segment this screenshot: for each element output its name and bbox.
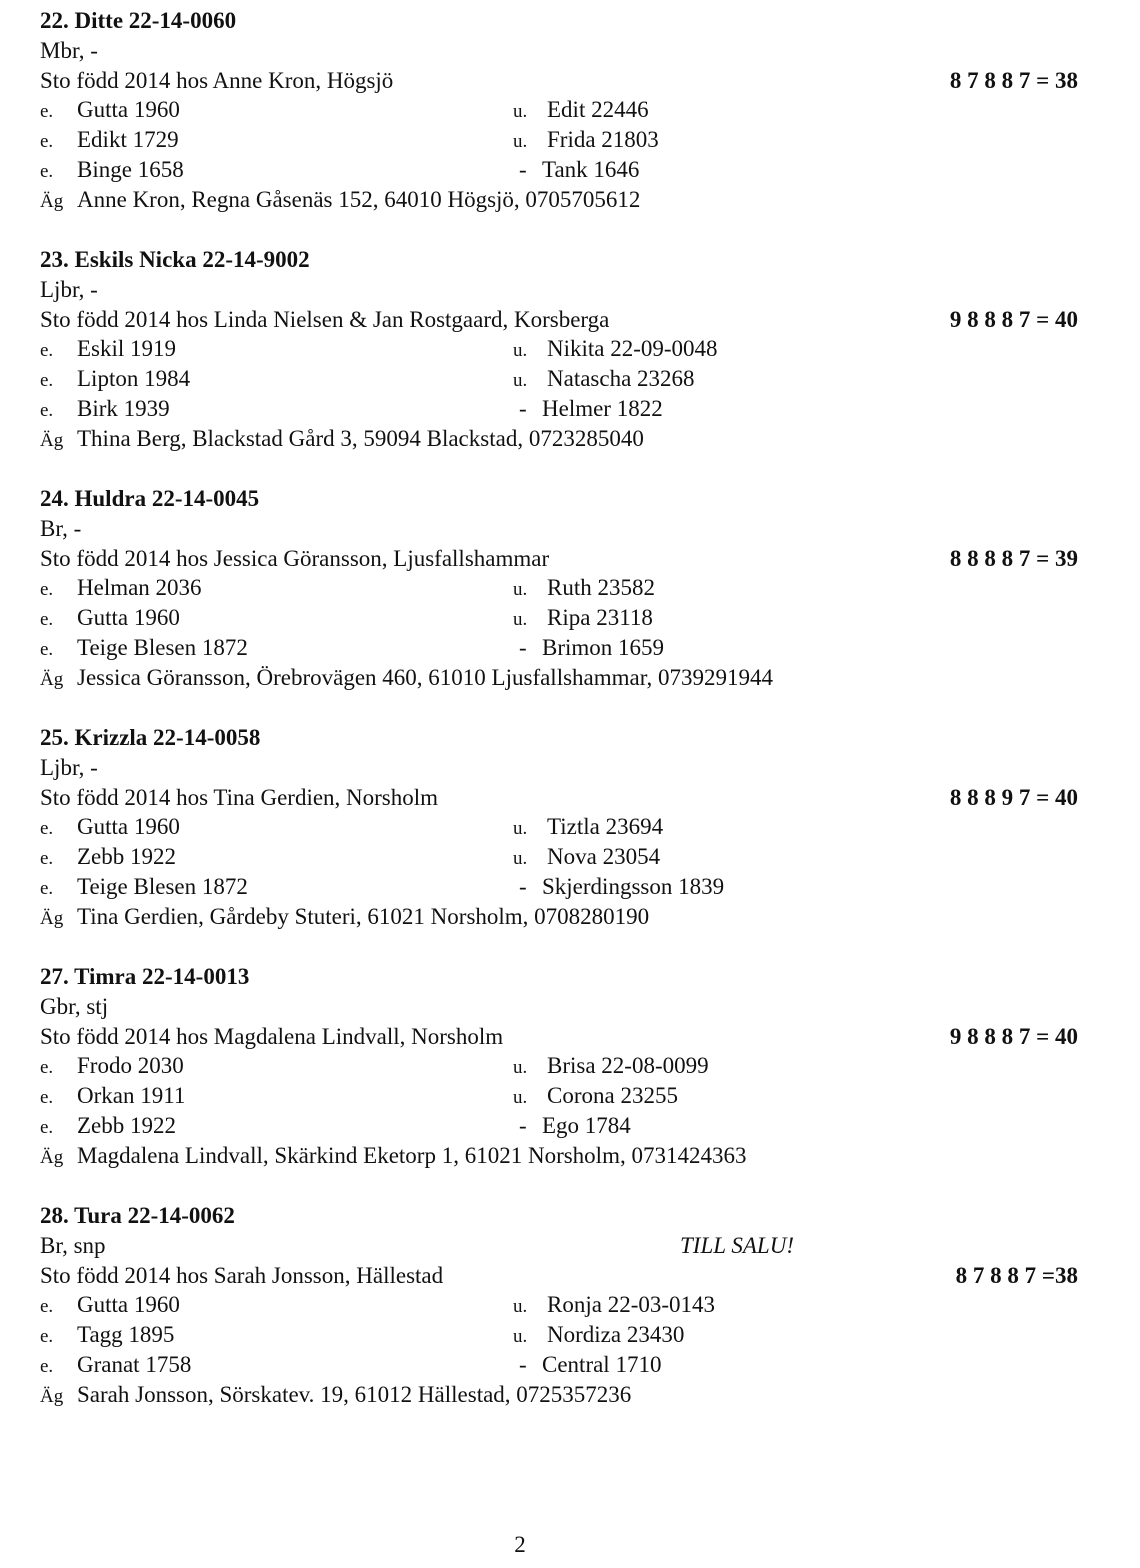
sire-name: Birk 1939 [77, 395, 170, 421]
sire-name: Zebb 1922 [77, 1112, 177, 1138]
entry-score: 8 8 8 9 7 = 40 [949, 784, 1078, 810]
dam-name: Skjerdingsson 1839 [542, 873, 725, 899]
dam-name: Ronja 22-03-0143 [547, 1292, 716, 1318]
pedigree-row [40, 1350, 1080, 1380]
dam-prefix: u. [513, 848, 528, 870]
horse-entry [40, 962, 1080, 1171]
dam-prefix: u. [513, 1326, 528, 1348]
sire-prefix: e. [40, 340, 54, 362]
dam-prefix: u. [513, 131, 528, 153]
dam-name: Tiztla 23694 [547, 814, 664, 840]
dam-name: Corona 23255 [547, 1083, 678, 1109]
dam-name: Ruth 23582 [547, 575, 655, 601]
entry-score: 9 8 8 8 7 = 40 [949, 1023, 1078, 1049]
pedigree-row [40, 95, 1080, 125]
sire-prefix: e. [40, 609, 54, 631]
dam-prefix: u. [513, 579, 528, 601]
entry-title: 23. Eskils Nicka 22-14-9002 [40, 247, 310, 272]
dam-prefix: u. [513, 818, 528, 840]
dam-prefix: - [519, 873, 527, 899]
sire-prefix: e. [40, 1057, 54, 1079]
sire-prefix: e. [40, 877, 54, 899]
sire-name: Tagg 1895 [77, 1322, 175, 1348]
pedigree-row [40, 633, 1080, 663]
dam-name: Ego 1784 [542, 1112, 631, 1138]
pedigree-row [40, 1320, 1080, 1350]
entry-score: 8 8 8 8 7 = 39 [949, 545, 1078, 571]
sire-name: Gutta 1960 [77, 97, 180, 123]
dam-name: Brimon 1659 [542, 634, 665, 660]
pedigree-row [40, 872, 1080, 902]
sire-prefix: e. [40, 818, 54, 840]
pedigree-row [40, 603, 1080, 633]
sire-prefix: e. [40, 370, 54, 392]
dam-name: Nordiza 23430 [547, 1322, 685, 1348]
pedigree-row [40, 155, 1080, 185]
sire-name: Binge 1658 [77, 156, 184, 182]
owner-prefix: Äg [40, 1385, 64, 1407]
sire-prefix: e. [40, 579, 54, 601]
entry-born: Sto född 2014 hos Sarah Jonsson, Hällestad [40, 1262, 444, 1288]
sire-name: Gutta 1960 [77, 814, 180, 840]
owner-prefix: Äg [40, 668, 64, 690]
dam-prefix: u. [513, 1087, 528, 1109]
entry-born: Sto född 2014 hos Anne Kron, Högsjö [40, 67, 394, 93]
entry-owner: Tina Gerdien, Gårdeby Stuteri, 61021 Norsholm, 0708280190 [77, 903, 650, 929]
sire-prefix: e. [40, 131, 54, 153]
owner-prefix: Äg [40, 190, 64, 212]
sire-name: Gutta 1960 [77, 1292, 180, 1318]
dam-name: Central 1710 [542, 1351, 662, 1377]
entry-born: Sto född 2014 hos Jessica Göransson, Ljusfallshammar [40, 545, 550, 571]
dam-name: Nikita 22-09-0048 [547, 336, 718, 362]
sire-name: Helman 2036 [77, 575, 202, 601]
entry-color: Br, - [40, 515, 82, 541]
entry-owner: Sarah Jonsson, Sörskatev. 19, 61012 Hällestad, 0725357236 [77, 1381, 632, 1407]
dam-prefix: u. [513, 609, 528, 631]
entry-owner: Anne Kron, Regna Gåsenäs 152, 64010 Högsjö, 0705705612 [77, 186, 641, 212]
entry-title: 27. Timra 22-14-0013 [40, 964, 250, 989]
sire-prefix: e. [40, 101, 54, 123]
sire-name: Granat 1758 [77, 1351, 192, 1377]
entry-score: 8 7 8 8 7 =38 [955, 1262, 1078, 1288]
entry-color: Ljbr, - [40, 276, 98, 302]
sire-prefix: e. [40, 1296, 54, 1318]
sire-name: Teige Blesen 1872 [77, 634, 248, 660]
sire-prefix: e. [40, 1116, 54, 1138]
entry-title: 22. Ditte 22-14-0060 [40, 8, 237, 33]
entry-color: Ljbr, - [40, 754, 98, 780]
pedigree-row [40, 125, 1080, 155]
entry-color: Mbr, - [40, 37, 98, 63]
pedigree-row [40, 1290, 1080, 1320]
pedigree-row [40, 842, 1080, 872]
sire-name: Frodo 2030 [77, 1053, 184, 1079]
entry-score: 8 7 8 8 7 = 38 [949, 67, 1078, 93]
dam-name: Frida 21803 [547, 127, 659, 153]
entry-title: 28. Tura 22-14-0062 [40, 1203, 235, 1228]
sire-prefix: e. [40, 848, 54, 870]
dam-prefix: u. [513, 340, 528, 362]
entry-born: Sto född 2014 hos Linda Nielsen & Jan Rostgaard, Korsberga [40, 306, 610, 332]
sire-name: Eskil 1919 [77, 336, 177, 362]
pedigree-row [40, 812, 1080, 842]
dam-name: Edit 22446 [547, 97, 649, 123]
horse-entry [40, 6, 1080, 215]
sire-name: Orkan 1911 [77, 1083, 186, 1109]
sire-prefix: e. [40, 160, 54, 182]
sire-prefix: e. [40, 1087, 54, 1109]
entry-score: 9 8 8 8 7 = 40 [949, 306, 1078, 332]
dam-prefix: u. [513, 1057, 528, 1079]
entry-color: Br, snp [40, 1232, 106, 1258]
pedigree-row [40, 364, 1080, 394]
sire-prefix: e. [40, 1355, 54, 1377]
entry-title: 24. Huldra 22-14-0045 [40, 486, 260, 511]
dam-prefix: - [519, 156, 527, 182]
pedigree-row [40, 1051, 1080, 1081]
dam-name: Nova 23054 [547, 844, 661, 870]
dam-name: Ripa 23118 [547, 605, 653, 631]
sire-prefix: e. [40, 399, 54, 421]
owner-prefix: Äg [40, 907, 64, 929]
owner-prefix: Äg [40, 1146, 64, 1168]
dam-prefix: u. [513, 370, 528, 392]
dam-prefix: u. [513, 101, 528, 123]
dam-prefix: - [519, 1112, 527, 1138]
owner-prefix: Äg [40, 429, 64, 451]
entry-title: 25. Krizzla 22-14-0058 [40, 725, 261, 750]
pedigree-row [40, 1081, 1080, 1111]
sire-name: Teige Blesen 1872 [77, 873, 248, 899]
sire-name: Gutta 1960 [77, 605, 180, 631]
dam-prefix: - [519, 1351, 527, 1377]
sire-prefix: e. [40, 638, 54, 660]
dam-name: Brisa 22-08-0099 [547, 1053, 709, 1079]
sire-name: Zebb 1922 [77, 844, 177, 870]
pedigree-row [40, 334, 1080, 364]
sire-name: Lipton 1984 [77, 366, 191, 392]
pedigree-row [40, 394, 1080, 424]
horse-entry [40, 723, 1080, 932]
dam-name: Tank 1646 [542, 156, 640, 182]
page-number: 2 [514, 1532, 526, 1557]
pedigree-row [40, 1111, 1080, 1141]
entry-owner: Magdalena Lindvall, Skärkind Eketorp 1, 61021 Norsholm, 0731424363 [77, 1142, 747, 1168]
dam-prefix: u. [513, 1296, 528, 1318]
dam-prefix: - [519, 634, 527, 660]
dam-prefix: - [519, 395, 527, 421]
entry-color: Gbr, stj [40, 993, 109, 1019]
entry-owner: Thina Berg, Blackstad Gård 3, 59094 Blackstad, 0723285040 [77, 425, 644, 451]
horse-entry [40, 484, 1080, 693]
entry-born: Sto född 2014 hos Tina Gerdien, Norsholm [40, 784, 439, 810]
sale-note: TILL SALU! [680, 1232, 794, 1258]
sire-name: Edikt 1729 [77, 127, 179, 153]
horse-entry [40, 1201, 1080, 1410]
entry-owner: Jessica Göransson, Örebrovägen 460, 61010 Ljusfallshammar, 0739291944 [77, 664, 773, 690]
dam-name: Helmer 1822 [542, 395, 663, 421]
dam-name: Natascha 23268 [547, 366, 695, 392]
entry-born: Sto född 2014 hos Magdalena Lindvall, Norsholm [40, 1023, 504, 1049]
pedigree-row [40, 573, 1080, 603]
horse-entry [40, 245, 1080, 454]
sire-prefix: e. [40, 1326, 54, 1348]
